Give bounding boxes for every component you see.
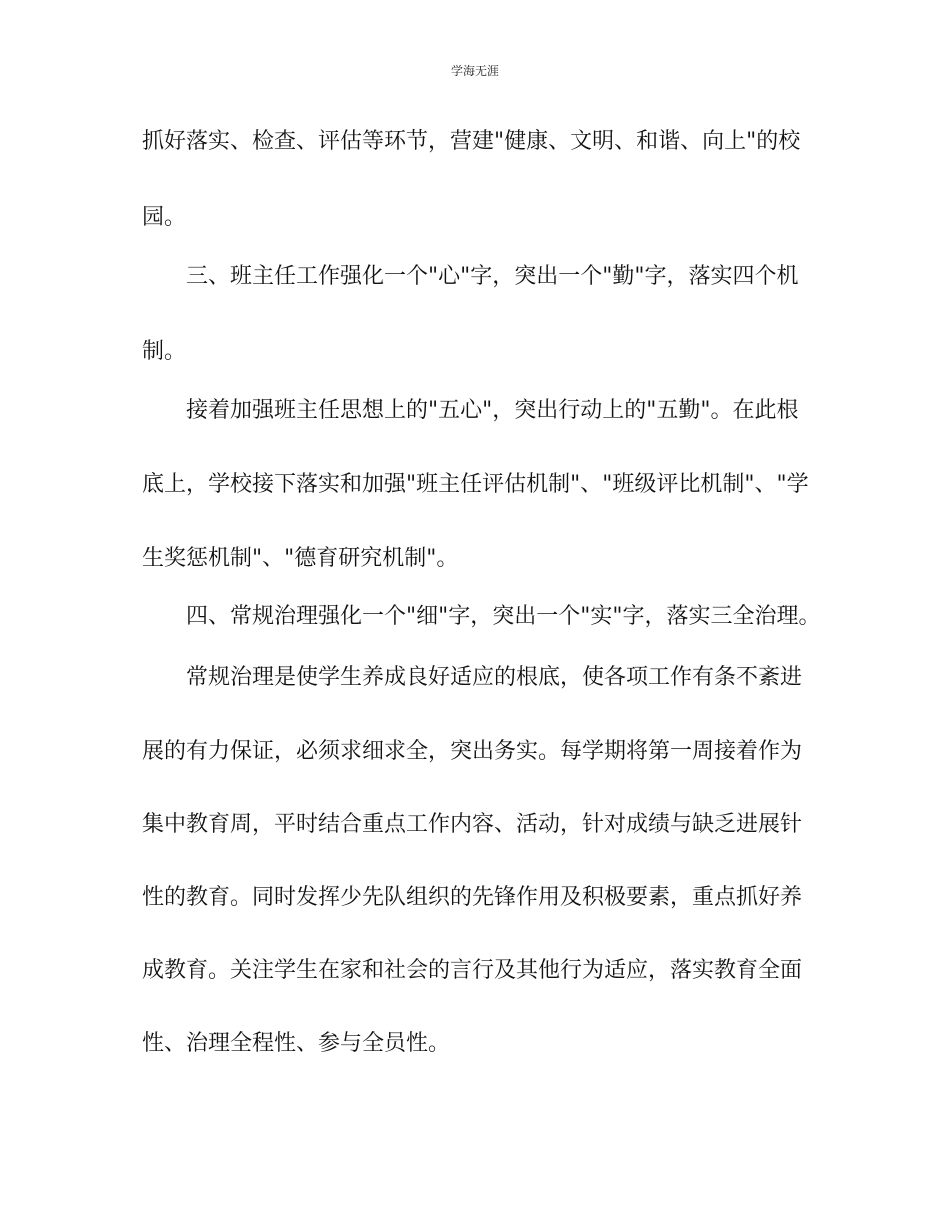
paragraph-line: 底上，学校接下落实和加强"班主任评估机制"、"班级评比机制"、"学 xyxy=(142,472,809,497)
page-header: 学海无涯 xyxy=(450,64,499,78)
paragraph-line: 制。 xyxy=(142,339,187,364)
paragraph-line: 成教育。关注学生在家和社会的言行及其他行为适应，落实教育全面 xyxy=(142,958,803,983)
paragraph-line: 常规治理是使学生养成良好适应的根底，使各项工作有条不紊进 xyxy=(186,665,803,690)
paragraph-line: 集中教育周，平时结合重点工作内容、活动，针对成绩与缺乏进展针 xyxy=(142,812,803,837)
paragraph-line: 性、治理全程性、参与全员性。 xyxy=(142,1031,451,1056)
paragraph-line: 生奖惩机制"、"德育研究机制"。 xyxy=(142,546,459,571)
paragraph-line: 性的教育。同时发挥少先队组织的先锋作用及积极要素，重点抓好养 xyxy=(142,885,803,910)
paragraph-line: 三、班主任工作强化一个"心"字，突出一个"勤"字，落实四个机 xyxy=(186,264,799,289)
paragraph-line: 园。 xyxy=(142,205,187,230)
paragraph-line: 抓好落实、检查、评估等环节，营建"健康、文明、和谐、向上"的校 xyxy=(142,129,801,154)
paragraph-line: 展的有力保证，必须求细求全，突出务实。每学期将第一周接着作为 xyxy=(142,739,803,764)
paragraph-line: 接着加强班主任思想上的"五心"，突出行动上的"五勤"。在此根 xyxy=(186,398,799,423)
paragraph-line: 四、常规治理强化一个"细"字，突出一个"实"字，落实三全治理。 xyxy=(186,604,821,629)
